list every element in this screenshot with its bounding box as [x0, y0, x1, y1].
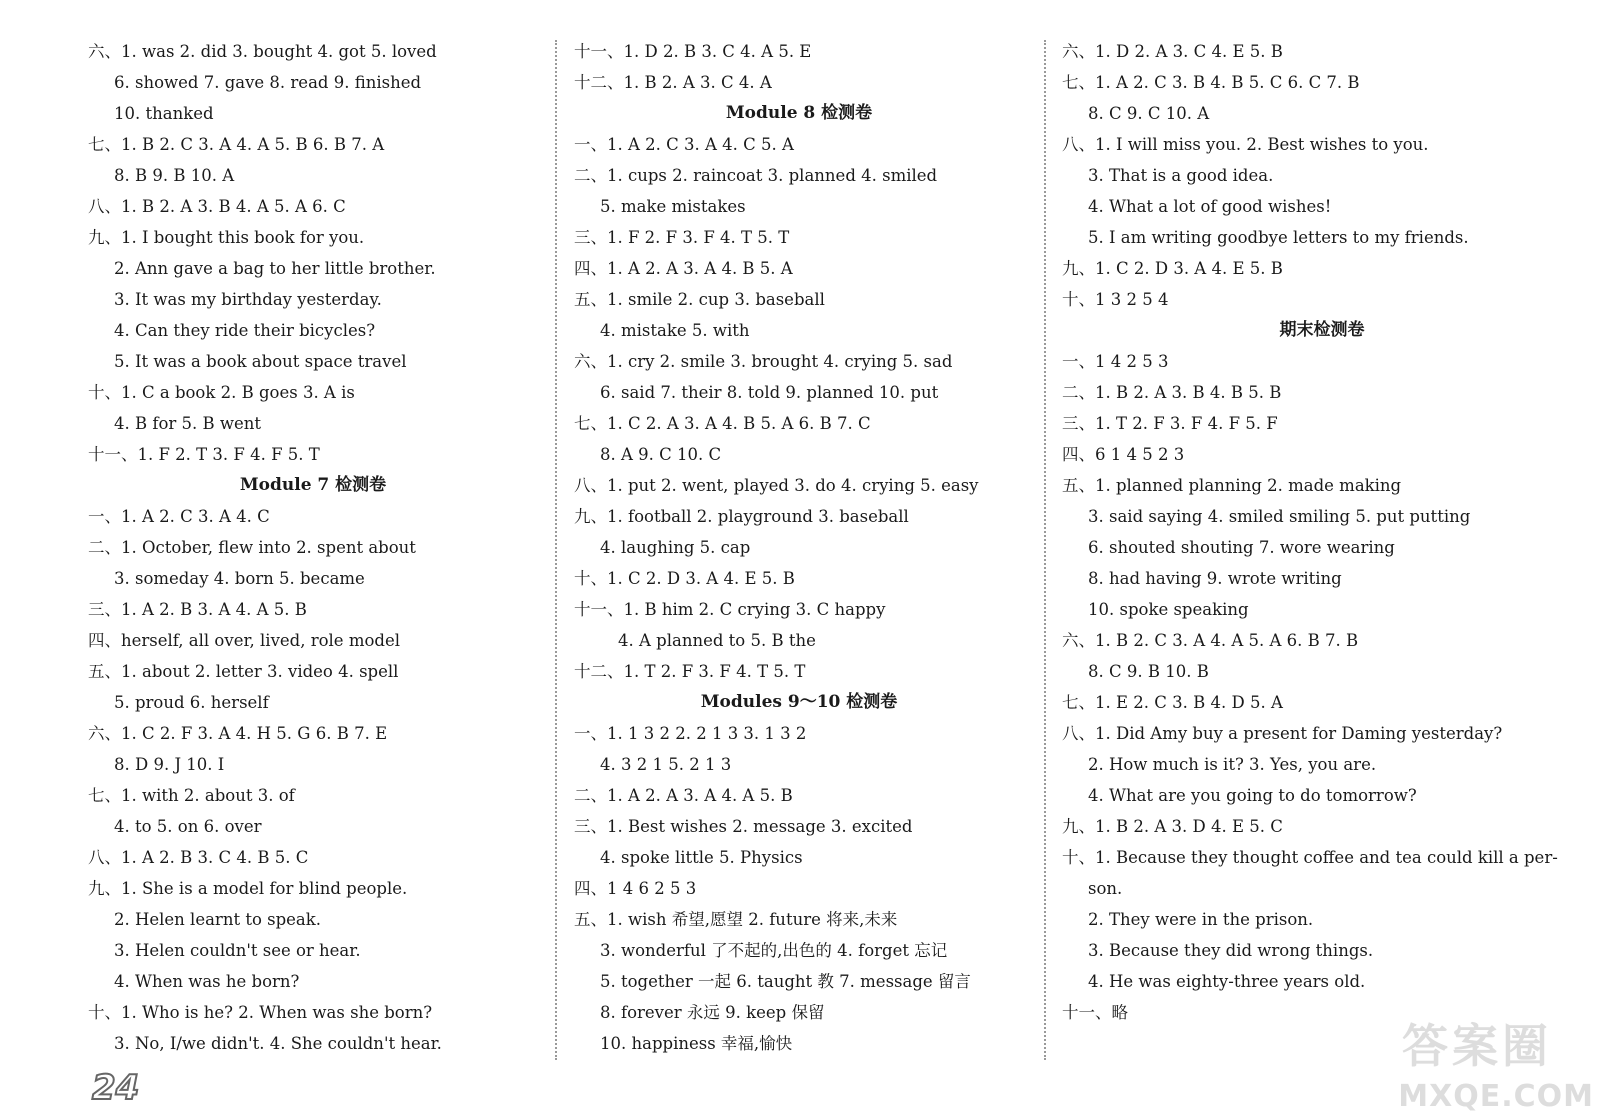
answer-line: 六、1. B 2. C 3. A 4. A 5. A 6. B 7. B [1062, 631, 1359, 650]
answer-line: 六、1. cry 2. smile 3. brought 4. crying 5. sad [574, 352, 953, 371]
column-divider [555, 40, 557, 1060]
answer-line: 一、1 4 2 5 3 [1062, 352, 1169, 371]
answer-line: 8. A 9. C 10. C [600, 445, 722, 464]
answer-line: son. [1088, 879, 1123, 898]
answer-line: 6. shouted shouting 7. wore wearing [1088, 538, 1395, 557]
page-number: 24 [92, 1068, 140, 1108]
answer-line: 4. laughing 5. cap [600, 538, 751, 557]
answer-line: 5. proud 6. herself [114, 693, 269, 712]
answer-line: 8. D 9. J 10. I [114, 755, 225, 774]
answer-line: 八、1. Did Amy buy a present for Daming yesterday? [1062, 724, 1503, 743]
answer-line: 三、1. A 2. B 3. A 4. A 5. B [88, 600, 307, 619]
answer-column-right [1062, 36, 1582, 1028]
answer-line: 二、1. October, flew into 2. spent about [88, 538, 416, 557]
answer-line: 十一、1. F 2. T 3. F 4. F 5. T [88, 445, 320, 464]
answer-line: 6. said 7. their 8. told 9. planned 10. put [600, 383, 939, 402]
answer-line: 3. Because they did wrong things. [1088, 941, 1374, 960]
answer-line: 八、1. I will miss you. 2. Best wishes to you. [1062, 135, 1429, 154]
answer-line: 七、1. A 2. C 3. B 4. B 5. C 6. C 7. B [1062, 73, 1360, 92]
answer-line: 8. B 9. B 10. A [114, 166, 235, 185]
answer-line: 3. Helen couldn't see or hear. [114, 941, 361, 960]
answer-line: 4. He was eighty-three years old. [1088, 972, 1366, 991]
answer-line: 七、1. with 2. about 3. of [88, 786, 295, 805]
answer-line: 3. That is a good idea. [1088, 166, 1274, 185]
answer-line: 4. mistake 5. with [600, 321, 750, 340]
answer-line: 十、1 3 2 5 4 [1062, 290, 1169, 309]
answer-line: 五、1. planned planning 2. made making [1062, 476, 1402, 495]
answer-line: 一、1. A 2. C 3. A 4. C [88, 507, 270, 526]
answer-line: 5. I am writing goodbye letters to my friends. [1088, 228, 1469, 247]
answer-line: 十、1. C a book 2. B goes 3. A is [88, 383, 355, 402]
answer-line: 九、1. She is a model for blind people. [88, 879, 408, 898]
answer-line: 六、1. was 2. did 3. bought 4. got 5. loved [88, 42, 437, 61]
answer-line: 4. Can they ride their bicycles? [114, 321, 376, 340]
answer-line: 三、1. F 2. F 3. F 4. T 5. T [574, 228, 790, 247]
answer-line: 3. wonderful 了不起的,出色的 4. forget 忘记 [600, 941, 948, 960]
answer-column-middle [574, 36, 1024, 1059]
answer-line: 五、1. about 2. letter 3. video 4. spell [88, 662, 399, 681]
answer-line: 四、herself, all over, lived, role model [88, 631, 401, 650]
section-heading: Modules 9～10 检测卷 [700, 692, 898, 712]
answer-line: 4. B for 5. B went [114, 414, 262, 433]
answer-line: 10. happiness 幸福,愉快 [600, 1034, 793, 1053]
answer-line: 10. thanked [114, 104, 214, 123]
answer-line: 4. to 5. on 6. over [114, 817, 262, 836]
answer-line: 十一、略 [1062, 1003, 1128, 1022]
answer-line: 七、1. C 2. A 3. A 4. B 5. A 6. B 7. C [574, 414, 871, 433]
answer-line: 十一、1. D 2. B 3. C 4. A 5. E [574, 42, 812, 61]
answer-line: 3. It was my birthday yesterday. [114, 290, 382, 309]
answer-line: 4. A planned to 5. B the [618, 631, 816, 650]
watermark-logo-text: 答案圈 [1402, 1019, 1552, 1073]
section-heading: Module 7 检测卷 [239, 475, 387, 495]
answer-line: 十、1. Who is he? 2. When was she born? [88, 1003, 433, 1022]
answer-line: 十一、1. B him 2. C crying 3. C happy [574, 600, 886, 619]
section-heading: 期末检测卷 [1279, 320, 1365, 340]
answer-line: 二、1. cups 2. raincoat 3. planned 4. smiled [574, 166, 938, 185]
answer-line: 五、1. wish 希望,愿望 2. future 将来,未来 [574, 910, 898, 929]
answer-line: 十、1. C 2. D 3. A 4. E 5. B [574, 569, 795, 588]
answer-line: 六、1. D 2. A 3. C 4. E 5. B [1062, 42, 1283, 61]
answer-line: 九、1. I bought this book for you. [88, 228, 365, 247]
answer-line: 八、1. put 2. went, played 3. do 4. crying 5. easy [574, 476, 979, 495]
answer-line: 8. C 9. B 10. B [1088, 662, 1209, 681]
answer-line: 5. It was a book about space travel [114, 352, 407, 371]
answer-line: 3. said saying 4. smiled smiling 5. put putting [1088, 507, 1471, 526]
answer-line: 4. What are you going to do tomorrow? [1088, 786, 1417, 805]
answer-line: 4. When was he born? [114, 972, 300, 991]
column-divider [1044, 40, 1046, 1060]
answer-line: 五、1. smile 2. cup 3. baseball [574, 290, 825, 309]
answer-line: 8. had having 9. wrote writing [1088, 569, 1342, 588]
answer-line: 三、1. Best wishes 2. message 3. excited [574, 817, 913, 836]
answer-line: 八、1. A 2. B 3. C 4. B 5. C [88, 848, 309, 867]
answer-line: 十二、1. T 2. F 3. F 4. T 5. T [574, 662, 806, 681]
answer-line: 四、1. A 2. A 3. A 4. B 5. A [574, 259, 793, 278]
answer-line: 2. How much is it? 3. Yes, you are. [1088, 755, 1377, 774]
answer-line: 5. make mistakes [600, 197, 746, 216]
answer-line: 8. C 9. C 10. A [1088, 104, 1210, 123]
answer-line: 2. They were in the prison. [1088, 910, 1314, 929]
answer-line: 七、1. B 2. C 3. A 4. A 5. B 6. B 7. A [88, 135, 385, 154]
answer-line: 九、1. C 2. D 3. A 4. E 5. B [1062, 259, 1283, 278]
answer-line: 3. someday 4. born 5. became [114, 569, 365, 588]
answer-line: 4. What a lot of good wishes! [1088, 197, 1332, 216]
answer-line: 4. 3 2 1 5. 2 1 3 [600, 755, 732, 774]
answer-line: 四、1 4 6 2 5 3 [574, 879, 697, 898]
answer-line: 一、1. 1 3 2 2. 2 1 3 3. 1 3 2 [574, 724, 807, 743]
answer-line: 四、6 1 4 5 2 3 [1062, 445, 1185, 464]
answer-column-left [88, 36, 538, 1059]
answer-line: 二、1. A 2. A 3. A 4. A 5. B [574, 786, 793, 805]
answer-line: 九、1. football 2. playground 3. baseball [574, 507, 909, 526]
answer-line: 九、1. B 2. A 3. D 4. E 5. C [1062, 817, 1283, 836]
watermark-url: MXQE.COM [1398, 1079, 1594, 1114]
answer-line: 2. Ann gave a bag to her little brother. [114, 259, 436, 278]
answer-line: 2. Helen learnt to speak. [114, 910, 322, 929]
answer-line: 一、1. A 2. C 3. A 4. C 5. A [574, 135, 794, 154]
answer-line: 六、1. C 2. F 3. A 4. H 5. G 6. B 7. E [88, 724, 388, 743]
answer-line: 4. spoke little 5. Physics [600, 848, 803, 867]
answer-line: 三、1. T 2. F 3. F 4. F 5. F [1062, 414, 1278, 433]
answer-line: 8. forever 永远 9. keep 保留 [600, 1003, 825, 1022]
section-heading: Module 8 检测卷 [725, 103, 873, 123]
answer-line: 二、1. B 2. A 3. B 4. B 5. B [1062, 383, 1282, 402]
answer-line: 3. No, I/we didn't. 4. She couldn't hear. [114, 1034, 442, 1053]
answer-line: 5. together 一起 6. taught 教 7. message 留言 [600, 972, 971, 991]
answer-line: 八、1. B 2. A 3. B 4. A 5. A 6. C [88, 197, 346, 216]
answer-line: 十、1. Because they thought coffee and tea could kill a per- [1062, 848, 1558, 867]
answer-line: 10. spoke speaking [1088, 600, 1249, 619]
answer-line: 七、1. E 2. C 3. B 4. D 5. A [1062, 693, 1283, 712]
answer-line: 十二、1. B 2. A 3. C 4. A [574, 73, 772, 92]
answer-line: 6. showed 7. gave 8. read 9. finished [114, 73, 422, 92]
